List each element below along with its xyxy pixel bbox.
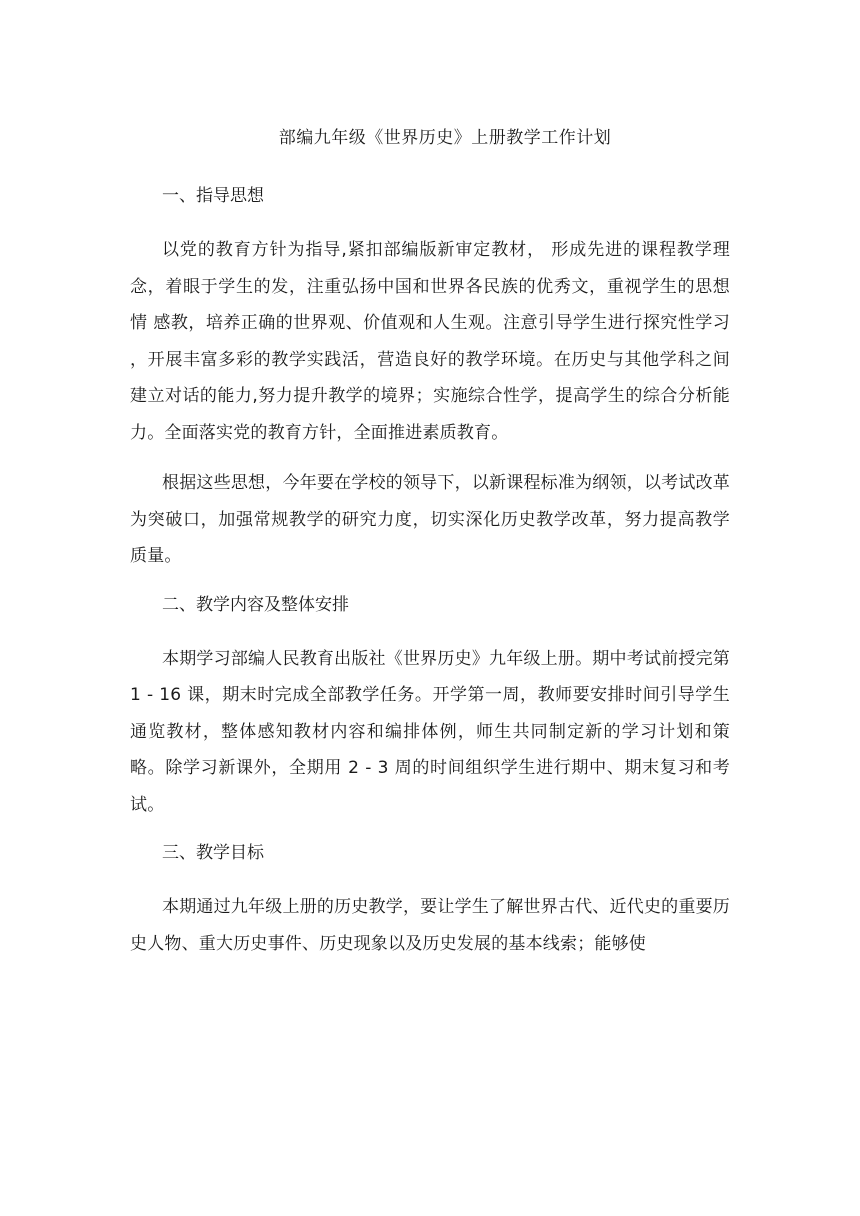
section-heading-teaching-content: 二、教学内容及整体安排: [162, 594, 349, 615]
section-heading-guiding-ideology: 一、指导思想: [162, 186, 264, 206]
document-body: [130, 180, 730, 962]
paragraph-guiding-ideology-2: 根据这些思想，今年要在学校的领导下，以新课程标准为纲领，以考试改革为突破口，加强常规教学的研究力度，切实深化历史教学改革，努力提高教学质量。: [130, 473, 730, 566]
document-title: 部编九年级《世界历史》上册教学工作计划: [278, 128, 612, 148]
paragraph-teaching-content-1: 本期学习部编人民教育出版社《世界历史》九年级上册。期中考试前授完第 1 - 16 课，期末时完成全部教学任务。开学第一周，教师要安排时间引导学生通览教材，整体感知教材内容和编排体例，师生共同制定新的学习计划和策略。除学习新课外，全期用 2 - 3 周的时间组织学生进行期中、期末复习和考试。: [130, 648, 730, 815]
section-heading-teaching-goals: 三、教学目标: [162, 843, 264, 863]
paragraph-teaching-goals-1: 本期通过九年级上册的历史教学，要让学生了解世界古代、近代史的重要历史人物、重大历史事件、历史现象以及历史发展的基本线索；能够使: [130, 897, 730, 954]
paragraph-guiding-ideology-1: 以党的教育方针为指导,紧扣部编版新审定教材， 形成先进的课程教学理念，着眼于学生的发，注重弘扬中国和世界各民族的优秀文，重视学生的思想情 感教，培养正确的世界观、价值观和人生观。注意引导学生进行探究性学习 ，开展丰富多彩的教学实践活，营造良好的教学环境。在历史与其他学科之间建立对话的能力,努力提升教学的境界；实施综合性学，提高学生的综合分析能力。全面落实党的教育方针，全面推进素质教育。: [130, 240, 730, 443]
